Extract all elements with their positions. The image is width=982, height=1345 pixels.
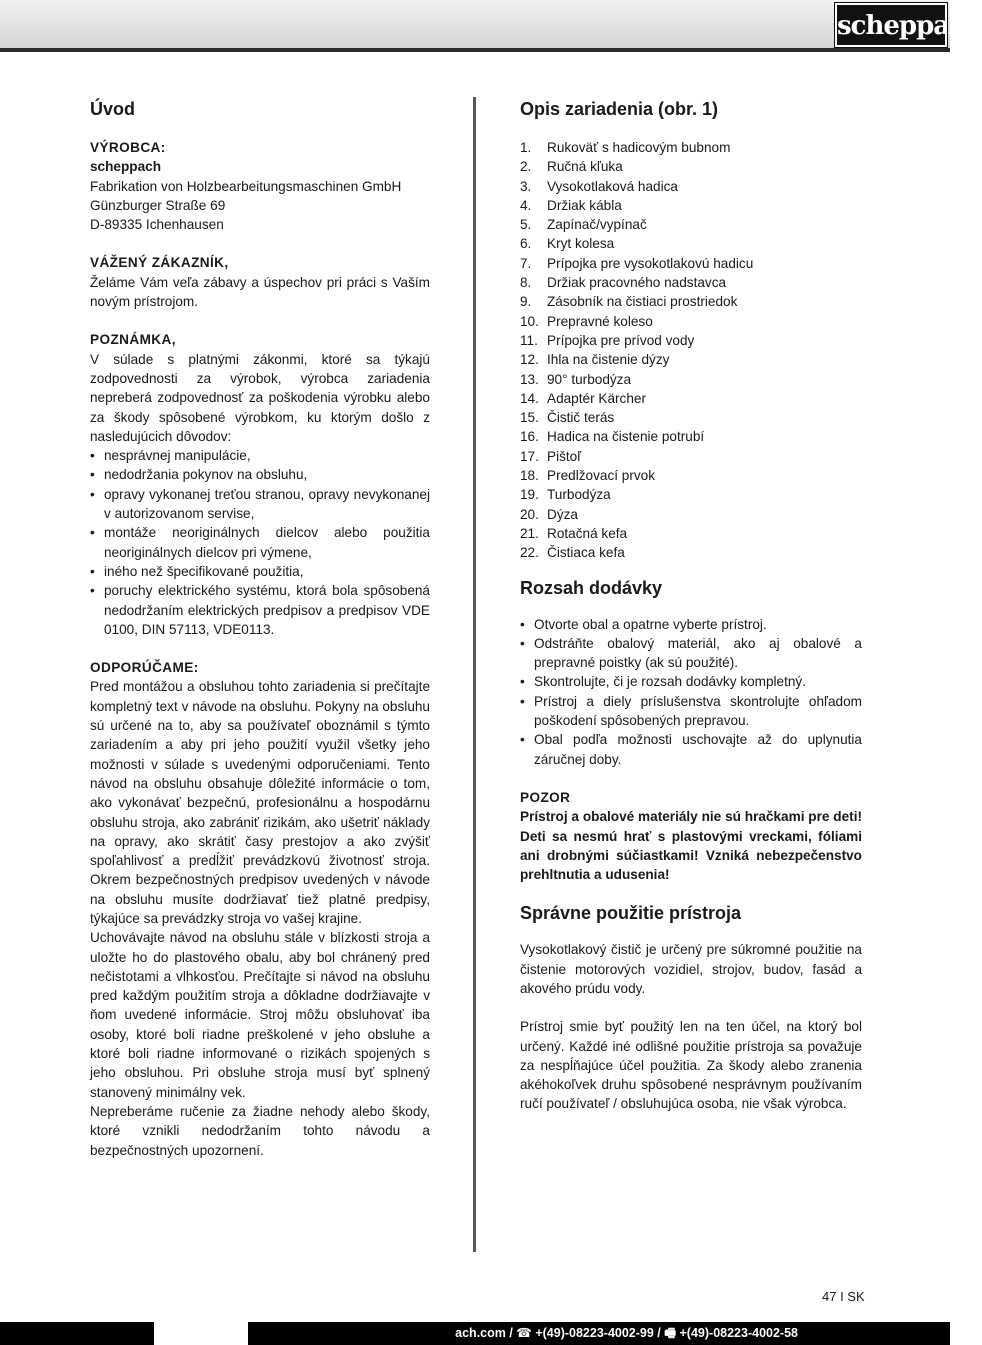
parts-list-item: [520, 427, 862, 446]
parts-list-item: [520, 215, 862, 234]
intro-heading: Úvod: [90, 99, 135, 119]
parts-list-item: [520, 157, 862, 176]
part-label: Čistič terás: [547, 410, 615, 426]
parts-list-item: [520, 234, 862, 253]
part-number: 18.: [520, 468, 539, 484]
address-line: D-89335 Ichenhausen: [90, 217, 224, 233]
part-number: 21.: [520, 525, 539, 541]
proper-use-paragraph: Vysokotlakový čistič je určený pre súkromné použitie na čistenie motorových vozidiel, strojov, budov, fasád a akového prúdu vody.: [520, 942, 862, 996]
parts-list-item: [520, 138, 862, 157]
left-column: [90, 97, 430, 1160]
recommend-paragraph: Uchovávajte návod na obsluhu stále v blízkosti stroja a uložte ho do plastového obalu, aby bol chránený pred nečistotami a vlhkosťou. Prečítajte si návod na obsluhu pred každým použitím stroja a dôkladne dodržiavajte v ňom uvedené informácie. Stroj môžu obsluhovať iba osoby, ktoré boli riadne preškolené v jeho obsluhe a ktoré boli riadne informované o rizikách spojených s jeho obsluhou. Pri obsluhe stroja musí byť splnený stanovený minimálny vek.: [90, 930, 430, 1100]
part-number: 8.: [520, 275, 532, 291]
part-label: Rotačná kefa: [547, 525, 628, 541]
part-number: 14.: [520, 390, 539, 406]
recommend-label: ODPORÚČAME:: [90, 660, 199, 676]
parts-list-item: [520, 312, 862, 331]
part-number: 3.: [520, 178, 532, 194]
customer-text: Želáme Vám veľa zábavy a úspechov pri práci s Vaším novým prístrojom.: [90, 274, 430, 310]
part-label: Čistiaca kefa: [547, 545, 625, 561]
part-number: 22.: [520, 545, 539, 561]
parts-list-item: [520, 447, 862, 466]
part-label: Držiak pracovného nadstavca: [547, 275, 727, 291]
recommend-paragraph: Nepreberáme ručenie za žiadne nehody alebo škody, ktoré vznikli nedodržaním tohto návodu a bezpečnostných upozornení.: [90, 1103, 430, 1158]
address-line: Fabrikation von Holzbearbeitungsmaschinen GmbH: [90, 178, 402, 194]
part-label: Turbodýza: [547, 487, 611, 503]
delivery-heading: Rozsah dodávky: [520, 577, 663, 598]
footer-contact: ach.com / ☎ +(49)-08223-4002-99 / 🖷 +(49)-08223-4002-58: [248, 1322, 950, 1345]
caution-label: POZOR: [520, 789, 571, 805]
parts-list-item: [520, 485, 862, 504]
delivery-list: [520, 615, 862, 769]
part-label: Adaptér Kärcher: [547, 390, 646, 406]
caution-text: Prístroj a obalové materiály nie sú hračkami pre deti! Deti sa nesmú hrať s plastovými vreckami, fóliami ani drobnými súčiastkami! Vzniká nebezpečenstvo prehltnutia a udusenia!: [520, 809, 862, 883]
note-label: POZNÁMKA,: [90, 332, 176, 348]
page-number: 47 I SK: [822, 1289, 865, 1304]
footer-block: [0, 1322, 154, 1345]
manufacturer-name: scheppach: [90, 159, 162, 175]
proper-use-heading: Správne použitie prístroja: [520, 903, 742, 924]
part-label: Držiak kábla: [547, 197, 622, 213]
proper-use-paragraph: Prístroj smie byť použitý len na ten účel, na ktorý bol určený. Každé iné odlišné použitie prístroja sa považuje za nespĺňajúce účel použitia. Za škody alebo zranenia akéhokoľvek druhu spôsobené nesprávnym používaním ručí používateľ / obsluhujúca osoba, nie však výrobca.: [520, 1019, 862, 1112]
part-label: Prípojka pre vysokotlakovú hadicu: [547, 255, 754, 271]
part-number: 2.: [520, 159, 532, 175]
part-number: 20.: [520, 506, 539, 522]
part-number: 13.: [520, 371, 539, 387]
list-item: • poruchy elektrického systému, ktorá bola spôsobená nedodržaním elektrických predpisov a predpisov VDE 0100, DIN 57113, VDE0113.: [90, 581, 430, 639]
list-item: • montáže neoriginálnych dielcov alebo použitia neoriginálnych dielcov pri výmene,: [90, 523, 430, 562]
part-number: 15.: [520, 410, 539, 426]
description-heading: Opis zariadenia (obr. 1): [520, 99, 719, 119]
part-label: 90° turbodýza: [547, 371, 632, 387]
part-label: Zásobník na čistiaci prostriedok: [547, 294, 738, 310]
part-label: Dýza: [547, 506, 578, 522]
parts-list-item: [520, 177, 862, 196]
brand-logo: scheppach: [835, 3, 947, 47]
part-label: Rukoväť s hadicovým bubnom: [547, 140, 731, 155]
list-item: • Obal podľa možnosti uschovajte až do uplynutia záručnej doby.: [520, 730, 862, 769]
list-item: • Odstráňte obalový materiál, ako aj obalové a prepravné poistky (ak sú použité).: [520, 634, 862, 673]
parts-list-item: [520, 292, 862, 311]
part-number: 5.: [520, 217, 532, 233]
parts-list-item: [520, 370, 862, 389]
header-bar: [0, 0, 982, 52]
parts-list-item: [520, 505, 862, 524]
part-number: 6.: [520, 236, 532, 252]
list-item: • Skontrolujte, či je rozsah dodávky kompletný.: [520, 672, 862, 691]
note-text: V súlade s platnými zákonmi, ktoré sa týkajú zodpovednosti za výrobok, výrobca zariadenia nepreberá zodpovednosť za poškodenia výrobku alebo za škody spôsobené výrobkom, ku ktorým došlo z nasledujúcich dôvodov:: [90, 351, 430, 444]
part-number: 17.: [520, 448, 539, 464]
part-number: 10.: [520, 313, 539, 329]
part-label: Predlžovací prvok: [547, 468, 656, 484]
part-label: Zapínač/vypínač: [547, 217, 647, 233]
parts-list-item: [520, 408, 862, 427]
parts-list-item: [520, 350, 862, 369]
note-list: [90, 446, 430, 639]
part-label: Prepravné koleso: [547, 313, 653, 329]
right-column: [520, 97, 862, 1114]
part-number: 7.: [520, 255, 532, 271]
address-line: Günzburger Straße 69: [90, 197, 226, 213]
part-number: 11.: [520, 332, 538, 348]
list-item: • Prístroj a diely príslušenstva skontrolujte ohľadom poškodení spôsobených prepravou.: [520, 692, 862, 731]
part-label: Kryt kolesa: [547, 236, 615, 252]
list-item: • nedodržania pokynov na obsluhu,: [90, 465, 430, 484]
part-number: 12.: [520, 352, 539, 368]
parts-list-item: [520, 331, 862, 350]
part-number: 4.: [520, 197, 532, 213]
parts-list-item: [520, 543, 862, 562]
list-item: • Otvorte obal a opatrne vyberte prístroj.: [520, 615, 862, 634]
footer-bar: [0, 1322, 950, 1345]
parts-list-item: [520, 273, 862, 292]
part-label: Ručná kľuka: [547, 159, 623, 175]
parts-list-item: [520, 389, 862, 408]
part-number: 1.: [520, 140, 532, 155]
manufacturer-label: VÝROBCA:: [90, 140, 166, 155]
column-divider: [473, 97, 476, 1252]
parts-list-item: [520, 466, 862, 485]
list-item: • iného než špecifikované použitia,: [90, 562, 430, 581]
recommend-paragraph: Pred montážou a obsluhou tohto zariadenia si prečítajte kompletný text v návode na obsluhu. Pokyny na obsluhu sú určené na to, aby sa používateľ oboznámil s týmto zariadením a aby pri jeho použití využil všetky jeho možnosti v súlade s uvedenými odporučeniami. Tento návod na obsluhu obsahuje dôležité informácie o tom, ako vykonávať bezpečnú, profesionálnu a hospodárnu obsluhu stroja, ako zabrániť rizikám, ako ušetriť náklady na opravy, ako skrátiť časy prestojov a ako zvýšiť spoľahlivosť a predĺžiť prevádzkovú životnosť stroja. Okrem bezpečnostných predpisov uvedených v návode na obsluhu musíte dodržiavať tiež platné predpisy, týkajúce sa prevádzky stroja vo vašej krajine.: [90, 679, 430, 926]
part-number: 19.: [520, 487, 539, 503]
customer-label: VÁŽENÝ ZÁKAZNÍK,: [90, 255, 229, 271]
part-label: Hadica na čistenie potrubí: [547, 429, 705, 445]
list-item: • opravy vykonanej treťou stranou, opravy nevykonanej v autorizovanom servise,: [90, 485, 430, 524]
parts-list: [520, 138, 862, 563]
part-label: Pištoľ: [547, 448, 582, 464]
part-number: 16.: [520, 429, 539, 445]
parts-list-item: [520, 254, 862, 273]
part-label: Ihla na čistenie dýzy: [547, 352, 670, 368]
part-label: Prípojka pre prívod vody: [547, 332, 695, 348]
part-number: 9.: [520, 294, 532, 310]
list-item: • nesprávnej manipulácie,: [90, 446, 430, 465]
part-label: Vysokotlaková hadica: [547, 178, 678, 194]
parts-list-item: [520, 196, 862, 215]
parts-list-item: [520, 524, 862, 543]
